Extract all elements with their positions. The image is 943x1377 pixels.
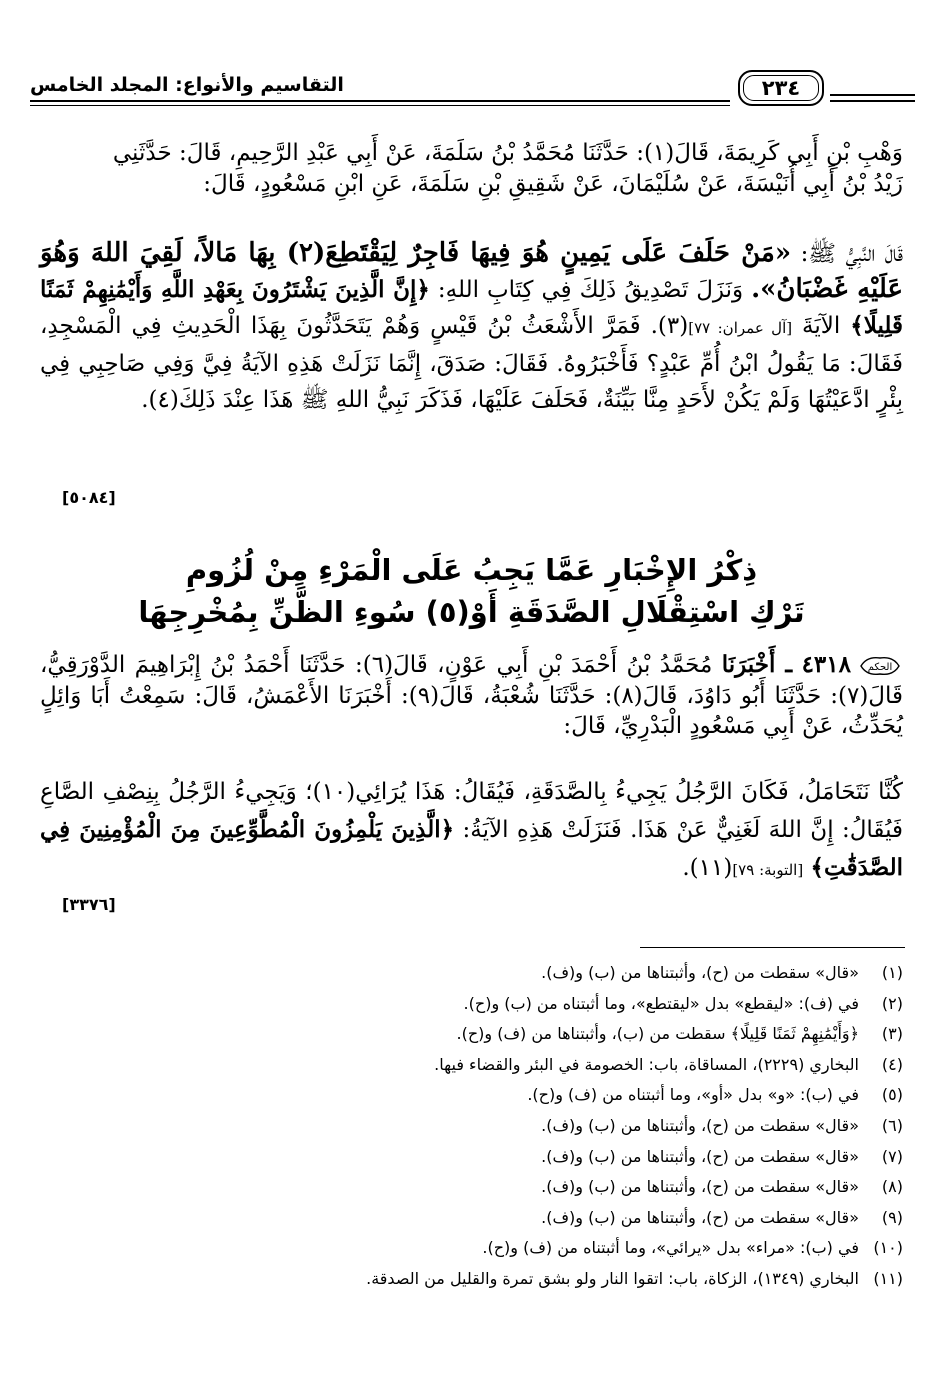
footnote-text: في (ب): «مراء» بدل «يرائي»، وما أثبتناه من (ف) و(ح). bbox=[482, 1238, 859, 1258]
hadith-isnad: مُحَمَّدُ بْنُ أَحْمَدَ بْنِ أَبِي عَوْنٍ، قَالَ(٦): حَدَّثَنَا أَحْمَدُ بْنُ إِبْرَاهِيمَ الدَّوْرَقِيُّ، قَالَ(٧): حَدَّثَنَا أَبُو دَاوُدَ، قَالَ(٨): حَدَّثَنَا شُعْبَةُ، قَالَ(٩): أَخْبَرَنَا الأَعْمَشُ، قَالَ: سَمِعْتُ أَبَا وَائِلٍ يُحَدِّثُ، عَنْ أَبِي مَسْعُودٍ الْبَدْرِيِّ، قَالَ: bbox=[40, 652, 904, 740]
intro-line: وَهْبِ بْنِ أَبِي كَرِيمَةَ، قَالَ(١): حَدَّثَنَا مُحَمَّدُ بْنُ سَلَمَةَ، عَنْ أَبِي عَبْدِ الرَّحِيمِ، قَالَ: حَدَّثَنِي bbox=[112, 140, 903, 166]
footnote-number: (١) bbox=[881, 963, 903, 982]
footnote-divider bbox=[640, 947, 905, 948]
footnote-number: (٨) bbox=[881, 1177, 903, 1197]
footnote-text: «قال» سقطت من (ح)، وأثبتناها من (ب) و(ف). bbox=[541, 1146, 859, 1166]
hadith-matn-paragraph bbox=[40, 774, 903, 889]
hadith-quote: «مَنْ حَلَفَ عَلَى يَمِينٍ هُوَ فِيهَا فَاجِرٌ لِيَقْتَطِعَ(٢) بِهَا مَالاً، bbox=[192, 238, 792, 268]
hadith-ruling-icon bbox=[857, 655, 903, 677]
footnote-number: (٩) bbox=[881, 1207, 903, 1227]
quran-verse: ﴿إِنَّ الَّذِينَ يَشْتَرُونَ بِعَهْدِ اللَّهِ وَأَيْمَٰنِهِمْ ثَمَنًا قَلِيلًا﴾ bbox=[40, 276, 903, 339]
footnote bbox=[40, 1203, 903, 1234]
hadith-lead: قَالَ النَّبِيُّ ﷺ: bbox=[800, 241, 904, 267]
hadith-isnad-paragraph bbox=[40, 650, 903, 742]
footnote bbox=[40, 1264, 903, 1295]
footnote bbox=[40, 1019, 903, 1050]
footnote-number: (٧) bbox=[881, 1146, 903, 1166]
footnote-number: (٤) bbox=[881, 1054, 903, 1074]
footnote-number: (٥) bbox=[881, 1085, 903, 1105]
footnote-number: (٢) bbox=[881, 993, 903, 1013]
footnote bbox=[40, 989, 903, 1020]
footnote-text: «قال» سقطت من (ح)، وأثبتناها من (ب) و(ف). bbox=[541, 1115, 859, 1135]
footnote-text: البخاري (٢٢٢٩)، المساقاة، باب: الخصومة في البئر والقضاء فيها. bbox=[434, 1054, 859, 1074]
quran-verse: ﴿الَّذِينَ يَلْمِزُونَ الْمُطَّوِّعِينَ مِنَ الْمُؤْمِنِينَ فِي الصَّدَقَٰتِ﴾ bbox=[40, 816, 903, 881]
intro-paragraph bbox=[40, 138, 903, 199]
hadith-text: وَنَزَلَ تَصْدِيقُ ذَلِكَ فِي كِتَابِ اللهِ: bbox=[437, 277, 744, 303]
hadith-paragraph bbox=[40, 236, 903, 418]
footnote-text: «قال» سقطت من (ح)، وأثبتناها من (ب) و(ف). bbox=[541, 1177, 859, 1197]
footnote-number: (٣) bbox=[881, 1024, 903, 1044]
footnote bbox=[40, 1172, 903, 1203]
footnote bbox=[40, 958, 903, 989]
header-rule bbox=[30, 100, 730, 102]
footnote-text: في (ف): «ليقطع» بدل «ليقتطع»، وما أثبتناه من (ب) و(ح). bbox=[463, 993, 859, 1013]
hadith-text: الآيَةَ bbox=[802, 313, 841, 339]
header-rule bbox=[30, 105, 730, 106]
hadith-text: (١١). bbox=[682, 855, 733, 881]
footnote bbox=[40, 1111, 903, 1142]
footnote bbox=[40, 1050, 903, 1081]
hadith-ruling-label: الحكم bbox=[867, 662, 893, 673]
hadith-text: (٣). فَمَرَّ الأَشْعَثُ بْنُ قَيْسٍ وَهُمْ يَتَحَدَّثُونَ بِهَذَا الْحَدِيثِ فِي الْمَسْجِدِ، فَقَالَ: مَا يَقُولُ ابْنُ أُمِّ عَبْدٍ؟ فَأَخْبَرُوهُ. فَقَالَ: صَدَقَ، إِنَّمَا نَزَلَتْ هَذِهِ الآيَةُ فِيَّ وَفِي صَاحِبِي فِي بِئْرٍ ادَّعَيْتُهَا وَلَمْ يَكُنْ لأَحَدٍ مِنَّا بَيِّنَةٌ، فَحَلَفَ عَلَيْهَا، فَذَكَرَ نَبِيُّ اللهِ ﷺ هَذَا عِنْدَ ذَلِكَ(٤). bbox=[40, 313, 903, 413]
akhbarana: ـ أَخْبَرَنَا bbox=[721, 651, 793, 678]
footnote-number: (٦) bbox=[881, 1115, 903, 1135]
running-title: التقاسيم والأنواع: المجلد الخامس bbox=[30, 74, 344, 96]
header-rule bbox=[830, 100, 915, 102]
hadith-reference-number: [٣٣٧٦] bbox=[62, 895, 116, 914]
footnote bbox=[40, 1233, 903, 1264]
header-rule bbox=[830, 94, 915, 96]
verse-reference: [آل عمران: ٧٧] bbox=[688, 319, 793, 337]
footnote bbox=[40, 1080, 903, 1111]
hadith-reference-number: [٥٠٨٤] bbox=[62, 488, 116, 507]
hadith-number: ٤٣١٨ bbox=[801, 651, 851, 678]
page-number: ٢٣٤ bbox=[738, 70, 824, 106]
section-title-line: تَرْكِ اسْتِقْلَالِ الصَّدَقَةِ أَوْ(٥) سُوءِ الظَّنِّ بِمُخْرِجِهَا bbox=[138, 595, 805, 629]
footnote-text: البخاري (١٣٤٩)، الزكاة، باب: اتقوا النار ولو بشق تمرة والقليل من الصدقة. bbox=[366, 1268, 859, 1288]
footnote-number: (١٠) bbox=[873, 1238, 903, 1258]
footnotes bbox=[40, 958, 903, 1295]
section-title-line: ذِكْرُ الإِخْبَارِ عَمَّا يَجِبُ عَلَى الْمَرْءِ مِنْ لُزُومِ bbox=[185, 553, 758, 587]
footnote bbox=[40, 1142, 903, 1173]
hadith-quote: لَقِيَ اللهَ وَهُوَ عَلَيْهِ غَضْبَانُ». bbox=[40, 238, 904, 304]
page-header bbox=[30, 70, 915, 112]
verse-reference: [التوبة: ٧٩] bbox=[732, 861, 804, 879]
hadith-matn: كُنَّا نَتَحَامَلُ، فَكَانَ الرَّجُلُ يَجِيءُ بِالصَّدَقَةِ، فَيُقَالُ: هَذَا يُرَائِي(١٠)؛ وَيَجِيءُ الرَّجُلُ بِنِصْفِ الصَّاعِ فَيُقَالُ: إِنَّ اللهَ لَغَنِيٌّ عَنْ هَذَا. فَنَزَلَتْ هَذِهِ الآيَةُ: bbox=[40, 779, 904, 843]
footnote-text: «قال» سقطت من (ح)، وأثبتناها من (ب) و(ف). bbox=[541, 1207, 859, 1227]
footnote-text: «قال» سقطت من (ح)، وأثبتناها من (ب) و(ف). bbox=[541, 963, 859, 982]
footnote-text: ﴿وَأَيْمَٰنِهِمْ ثَمَنًا قَلِيلًا﴾ سقطت من (ب)، وأثبتناها من (ف) و(ح). bbox=[456, 1024, 859, 1044]
intro-line: زَيْدُ بْنُ أَبِي أُنَيْسَةَ، عَنْ سُلَيْمَانَ، عَنْ شَقِيقِ بْنِ سَلَمَةَ، عَنِ ابْنِ مَسْعُودٍ، قَالَ: bbox=[203, 170, 903, 197]
footnote-text: في (ب): «و» بدل «أو»، وما أثبتناه من (ف) و(ح). bbox=[527, 1085, 859, 1105]
footnote-number: (١١) bbox=[873, 1268, 903, 1288]
